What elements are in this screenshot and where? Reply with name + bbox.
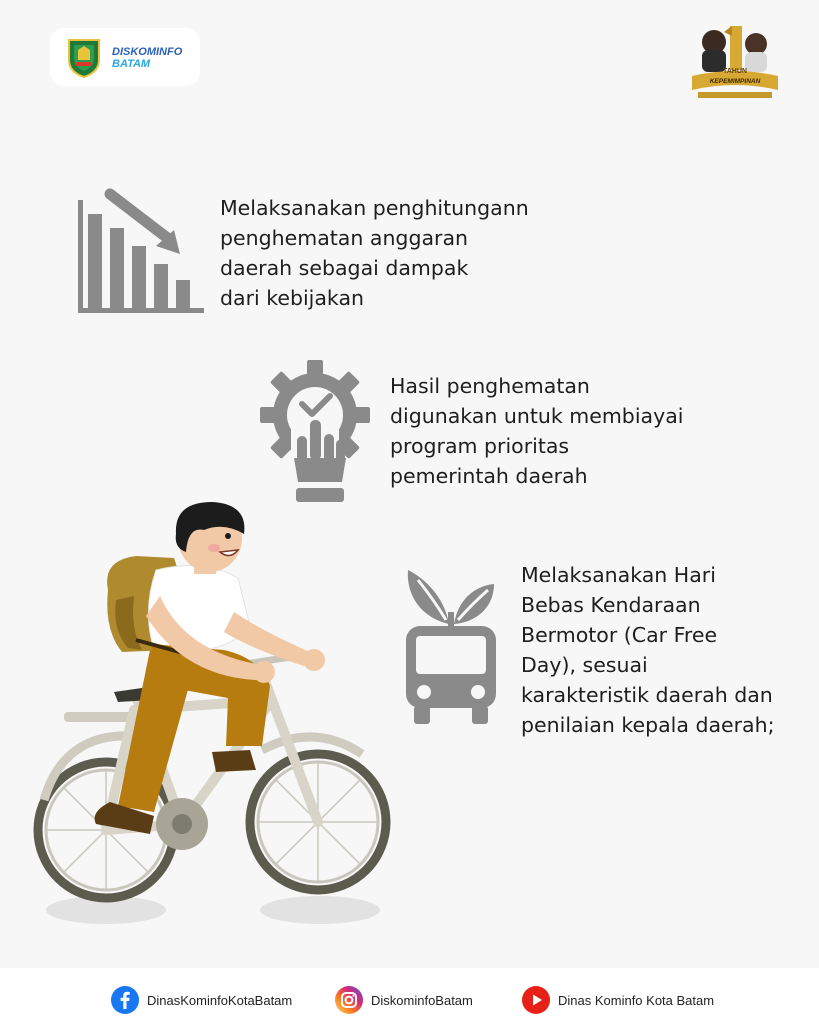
- facebook-icon: [111, 986, 139, 1014]
- instagram-icon: [335, 986, 363, 1014]
- item-3-line: Melaksanakan Hari: [521, 563, 716, 587]
- item-1-line: penghematan anggaran: [220, 226, 469, 250]
- youtube-label: Dinas Kominfo Kota Batam: [558, 992, 715, 1008]
- item-3-line: penilaian kepala daerah;: [521, 713, 775, 737]
- gear-hand-check-icon: [258, 358, 372, 504]
- item-2-text: [390, 371, 683, 491]
- declining-bar-chart-icon: [76, 188, 206, 316]
- facebook-link[interactable]: [111, 986, 292, 1014]
- item-3-text: [521, 560, 775, 740]
- logo-line1: DISKOMINFO: [112, 46, 183, 58]
- youtube-icon: [522, 986, 550, 1014]
- logo-line2: BATAM: [112, 58, 151, 70]
- eco-bus-icon: [404, 566, 498, 726]
- item-1-line: Melaksanakan penghitungann: [220, 196, 529, 220]
- item-3-line: Bebas Kendaraan: [521, 593, 701, 617]
- item-2-line: pemerintah daerah: [390, 464, 588, 488]
- instagram-link[interactable]: [335, 986, 473, 1014]
- item-1-line: dari kebijakan: [220, 286, 365, 310]
- anniversary-ribbon: KEPEMIMPINAN: [709, 78, 761, 85]
- facebook-label: DinasKominfoKotaBatam: [147, 992, 293, 1008]
- boy-on-bicycle-illustration: [24, 500, 404, 930]
- item-3-line: Day), sesuai: [521, 653, 648, 677]
- batam-crest-icon: [66, 36, 102, 78]
- item-1-line: daerah sebagai dampak: [220, 256, 469, 280]
- item-2-line: digunakan untuk membiayai: [390, 404, 684, 428]
- youtube-link[interactable]: [522, 986, 714, 1014]
- anniversary-label: TAHUN: [723, 68, 747, 75]
- item-2-line: Hasil penghematan: [390, 374, 590, 398]
- instagram-label: DiskominfoBatam: [371, 992, 473, 1008]
- item-1-text: [220, 193, 529, 313]
- anniversary-badge: [684, 22, 786, 106]
- item-2-line: program prioritas: [390, 434, 570, 458]
- item-3-line: Bermotor (Car Free: [521, 623, 718, 647]
- anniversary-emblem-icon: [684, 22, 786, 106]
- item-3-line: karakteristik daerah dan: [521, 683, 773, 707]
- diskominfo-logo: [50, 28, 200, 86]
